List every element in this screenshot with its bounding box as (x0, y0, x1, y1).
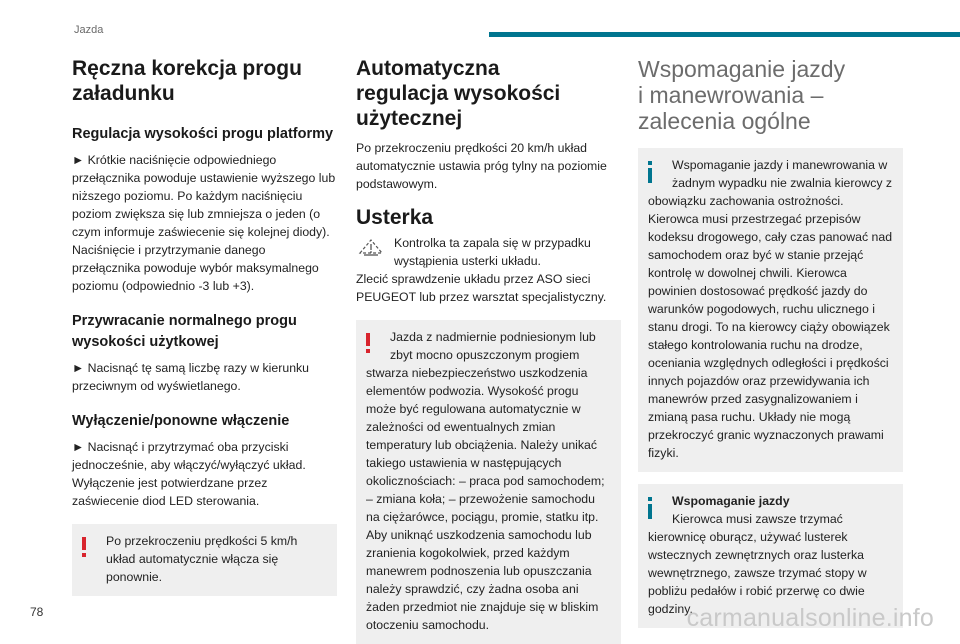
warning-text: Po przekroczeniu prędkości 5 km/h układ automatycznie włącza się ponownie. (106, 534, 298, 584)
warning-text-first: Jazda z nadmiernie podniesionym lub zbyt mocno opuszczonym progiem (390, 330, 596, 362)
section-title-auto-regulation: Automatyczna regulacja wysokości użytecznej (356, 57, 561, 130)
warning-text-rest: stwarza niebezpieczeństwo uszkodzenia elementów podwozia. Wysokość progu może być regulowana automatycznie w zależności od ewentualnych zmian temperatury lub obciążenia. Należy unikać takiego ustawienia w następujących okolicznościach: – praca pod samochodem; – zmiana koła; – przewożenie samochodu na ciężarówce, pociągu, promie, statku itp. Aby uniknąć uszkodzenia samochodu lub zranienia kogokolwiek, przed każdym manewrem podnoszenia lub opuszczania należy sprawdzić, czy żadna osoba ani żaden przedmiot nie znajduje się w bliskim otoczeniu samochodu. (366, 366, 605, 632)
suspension-fault-warning-icon (356, 236, 386, 258)
subsection-title-platform: Regulacja wysokości progu platformy (72, 126, 334, 142)
column-left (72, 56, 337, 596)
paragraph-auto-regulation: Po przekroczeniu prędkości 20 km/h układ automatycznie ustawia próg tylny na poziomie podstawowym. (356, 141, 607, 191)
warning-box-reactivation (72, 524, 337, 596)
fault-block (356, 234, 621, 306)
warning-box-height (356, 320, 621, 644)
info-icon (648, 497, 652, 519)
watermark: carmanualsonline.info (686, 604, 934, 632)
info-text-first: Wspomaganie jazdy i manewrowania w żadnym wypadku nie zwalnia kierowcy z (672, 158, 893, 190)
paragraph-platform: ► Krótkie naciśnięcie odpowiedniego przełącznika powoduje ustawienie wyższego lub niższego poziomu. Po każdym naciśnięciu poziom zwiększa się lub zmniejsza o jeden (o czym informuje zaświecenie się kolejnej diody). Naciśnięcie i przytrzymanie danego przełącznika powoduje wybór maksymalnego poziomu (odpowiednio -3 lub +3). (72, 153, 336, 293)
info-icon (648, 161, 652, 183)
column-middle (356, 56, 621, 644)
section-title-fault: Usterka (356, 206, 434, 229)
fault-text-service: Zlecić sprawdzenie układu przez ASO sieci PEUGEOT lub przez warsztat specjalistyczny. (356, 272, 607, 304)
section-title-manual-correction: Ręczna korekcja progu załadunku (72, 57, 302, 105)
info-text-first: Kierowca musi zawsze trzymać (672, 512, 843, 526)
warning-exclamation-icon (82, 537, 86, 557)
info-title: Wspomaganie jazdy (672, 494, 790, 508)
page-number: 78 (30, 605, 44, 619)
subsection-title-restore: Przywracanie normalnego progu wysokości użytkowej (72, 313, 297, 350)
paragraph-toggle: ► Nacisnąć i przytrzymać oba przyciski jednocześnie, aby włączyć/wyłączyć układ. Wyłączenie jest potwierdzane przez zaświecenie diod LED sterowania. (72, 440, 306, 508)
header-accent-bar (489, 32, 960, 37)
info-text-rest: obowiązku zachowania ostrożności. Kierowca musi przestrzegać przepisów kodeksu drogowego, cały czas panować nad samochodem oraz być w stanie przejąć kontrolę w dowolnej chwili. Kierowca powinien dostosować prędkość jazdy do warunków pogodowych, ruchu ulicznego i stanu drogi. To na kierowcy ciąży obowiązek stałego kontrolowania ruchu na drodze, oceniania względnych odległości i prędkości innych pojazdów oraz przewidywania ich manewrów przed zasygnalizowaniem i zmianą pasa ruchu. Układy nie mogą przekroczyć granic wyznaczonych prawami fizyki. (648, 194, 893, 460)
fault-text: Kontrolka ta zapala się w przypadku wystąpienia usterki układu. (394, 236, 591, 268)
warning-exclamation-icon (366, 333, 370, 353)
subsection-title-toggle: Wyłączenie/ponowne włączenie (72, 413, 290, 429)
info-text-rest: kierownicę oburącz, używać lusterek wstecznych zewnętrznych oraz lusterka wewnętrznego, zawsze trzymać stopy w pobliżu pedałów i robić przerwę co dwie godziny. (648, 530, 867, 616)
section-title-driving-assistance: Wspomaganie jazdy i manewrowania – zalecenia ogólne (638, 56, 846, 134)
info-box-general (638, 148, 903, 472)
column-right (638, 56, 903, 628)
paragraph-restore: ► Nacisnąć tę samą liczbę razy w kierunku przeciwnym od wyświetlanego. (72, 361, 310, 393)
section-label: Jazda (74, 24, 104, 36)
